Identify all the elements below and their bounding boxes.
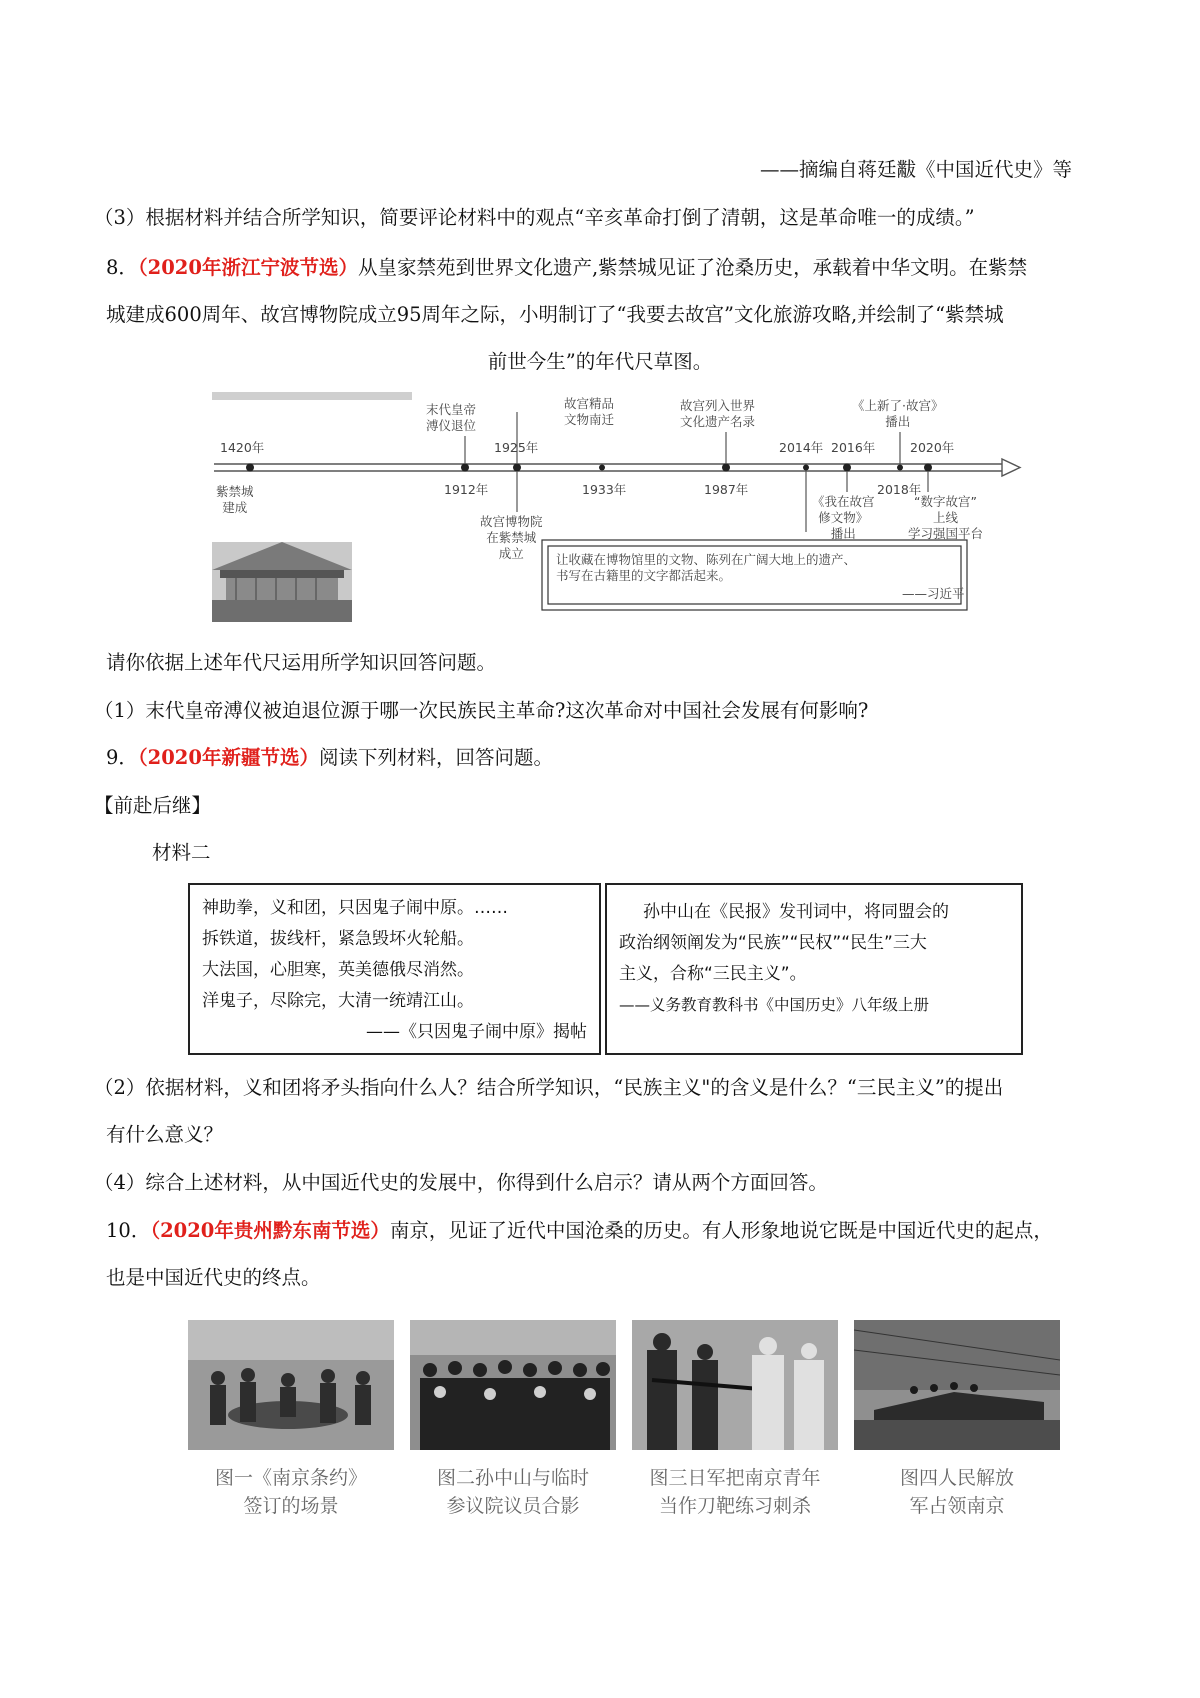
timeline-ticks bbox=[246, 464, 932, 472]
year-1933: 1933年 bbox=[582, 482, 627, 497]
tick-1912 bbox=[461, 464, 469, 472]
question-9-sub2-line1: （2）依据材料，义和团将矛头指向什么人？结合所学知识，“民族主义"的含义是什么？“三民主义”的提出 bbox=[94, 1076, 1004, 1099]
tick-1987 bbox=[722, 464, 730, 472]
year-1925: 1925年 bbox=[494, 440, 539, 455]
caption-line: 签订的场景 bbox=[243, 1495, 339, 1517]
year-2016: 2016年 bbox=[831, 440, 876, 455]
year-2020: 2020年 bbox=[910, 440, 955, 455]
question-9-sub4: （4）综合上述材料，从中国近代史的发展中，你得到什么启示？请从两个方面回答。 bbox=[94, 1171, 828, 1194]
question-9-sub2-line2: 有什么意义？ bbox=[106, 1123, 224, 1146]
tick-2014 bbox=[803, 465, 809, 471]
question-text: 阅读下列材料，回答问题。 bbox=[318, 746, 553, 769]
forbidden-city-photo bbox=[212, 542, 352, 622]
question-8-prompt: 请你依据上述年代尺运用所学知识回答问题。 bbox=[106, 651, 497, 674]
box-left-line: 神助拳，义和团，只因鬼子闹中原。…… bbox=[202, 898, 508, 918]
event-2016: 《我在故宫 修文物》 播出 bbox=[812, 494, 875, 541]
material-box-left bbox=[188, 883, 601, 1055]
photo-caption-3 bbox=[632, 1464, 838, 1520]
event-1420: 紫禁城 建成 bbox=[216, 484, 254, 515]
photo-caption-4 bbox=[854, 1464, 1060, 1520]
year-1912: 1912年 bbox=[444, 482, 489, 497]
question-8-sub1: （1）末代皇帝溥仪被迫退位源于哪一次民族民主革命?这次革命对中国社会发展有何影响? bbox=[94, 699, 869, 722]
question-8-line2: 城建成600周年、故宫博物院成立95周年之际，小明制订了“我要去故宫”文化旅游攻略,并绘制了“紫禁城 bbox=[106, 303, 1004, 326]
question-text: 南京，见证了近代中国沧桑的历史。有人形象地说它既是中国近代史的起点， bbox=[389, 1219, 1053, 1242]
question-source-tag: （2020年新疆节选） bbox=[137, 746, 319, 769]
year-1420: 1420年 bbox=[220, 440, 265, 455]
caption-line: 图四人民解放 bbox=[899, 1467, 1014, 1489]
question-8-line1 bbox=[106, 253, 1027, 283]
event-2018: 《上新了·故宫》 播出 bbox=[852, 398, 944, 429]
caption-line: 参议院议员合影 bbox=[446, 1495, 580, 1517]
box-left-line: 大法国，心胆寒，英美德俄尽消然。 bbox=[202, 960, 474, 980]
question-9-header bbox=[106, 743, 553, 773]
box-left-line: 拆铁道，拔线杆，紧急毁坏火轮船。 bbox=[202, 929, 474, 949]
event-2020: “数字故宫” 上线 学习强国平台 bbox=[908, 494, 984, 541]
tick-1925 bbox=[513, 464, 521, 472]
question-7-3: （3）根据材料并结合所学知识，简要评论材料中的观点“辛亥革命打倒了清朝，这是革命唯一的成绩。” bbox=[94, 206, 975, 229]
quote-author: ——习近平 bbox=[902, 586, 965, 601]
tick-1933 bbox=[599, 465, 605, 471]
tick-1420 bbox=[246, 464, 254, 472]
caption-line: 军占领南京 bbox=[909, 1495, 1005, 1517]
question-10-line2: 也是中国近代史的终点。 bbox=[106, 1266, 321, 1289]
photo-caption-2 bbox=[410, 1464, 616, 1520]
event-1912: 末代皇帝 溥仪退位 bbox=[426, 402, 477, 433]
photo-caption-1 bbox=[188, 1464, 394, 1520]
question-source-tag: （2020年贵州黔东南节选） bbox=[150, 1219, 390, 1242]
timeline-figure bbox=[212, 392, 1022, 624]
year-2018: 2018年 bbox=[877, 482, 922, 497]
year-2014: 2014年 bbox=[779, 440, 824, 455]
question-10-line1 bbox=[106, 1216, 1053, 1246]
question-source-tag: （2020年浙江宁波节选） bbox=[137, 256, 358, 279]
year-1987: 1987年 bbox=[704, 482, 749, 497]
quote-text: 让收藏在博物馆里的文物、陈列在广阔大地上的遗产、 书写在古籍里的文字都活起来。 bbox=[556, 552, 857, 583]
photo-pla-captures-nanjing bbox=[854, 1320, 1060, 1450]
material-label: 材料二 bbox=[152, 841, 211, 864]
source-attribution: ——摘编自蒋廷黻《中国近代史》等 bbox=[760, 158, 1073, 181]
caption-line: 图一《南京条约》 bbox=[214, 1467, 367, 1489]
photo-nanjing-massacre bbox=[632, 1320, 838, 1450]
caption-line: 图三日军把南京青年 bbox=[649, 1467, 821, 1489]
event-1987: 故宫列入世界 文化遗产名录 bbox=[680, 398, 756, 429]
tick-2016 bbox=[843, 464, 851, 472]
question-text: 从皇家禁苑到世界文化遗产,紫禁城见证了沧桑历史，承载着中华文明。在紫禁 bbox=[357, 256, 1028, 279]
box-right-line: 政治纲领阐发为“民族”“民权”“民生”三大 bbox=[619, 933, 927, 953]
material-box-right bbox=[605, 883, 1023, 1055]
cropped-header-strip bbox=[212, 392, 412, 400]
event-1933: 故宫精品 文物南迁 bbox=[564, 396, 615, 427]
question-8-line3: 前世今生”的年代尺草图。 bbox=[487, 350, 713, 373]
event-1925: 故宫博物院 在紫禁城 成立 bbox=[480, 514, 543, 561]
timeline-arrow bbox=[1002, 459, 1020, 476]
box-right-line: 主义，合称“三民主义”。 bbox=[619, 964, 807, 984]
photo-treaty-of-nanjing bbox=[188, 1320, 394, 1450]
tick-2018 bbox=[897, 465, 903, 471]
question-number: 8． bbox=[106, 256, 138, 279]
photo-sun-yatsen-group bbox=[410, 1320, 616, 1450]
tick-2020 bbox=[924, 464, 932, 472]
question-number: 10． bbox=[106, 1219, 151, 1242]
caption-line: 图二孙中山与临时 bbox=[436, 1467, 589, 1489]
question-number: 9． bbox=[106, 746, 138, 769]
box-left-line: 洋鬼子，尽除完，大清一统靖江山。 bbox=[202, 991, 474, 1011]
box-right-source: ——义务教育教科书《中国历史》八年级上册 bbox=[619, 996, 930, 1014]
caption-line: 当作刀靶练习刺杀 bbox=[658, 1495, 811, 1517]
box-right-line: 孙中山在《民报》发刊词中，将同盟会的 bbox=[643, 902, 949, 922]
section-heading: 【前赴后继】 bbox=[94, 794, 212, 817]
box-left-source: ——《只因鬼子闹中原》揭帖 bbox=[366, 1022, 587, 1042]
